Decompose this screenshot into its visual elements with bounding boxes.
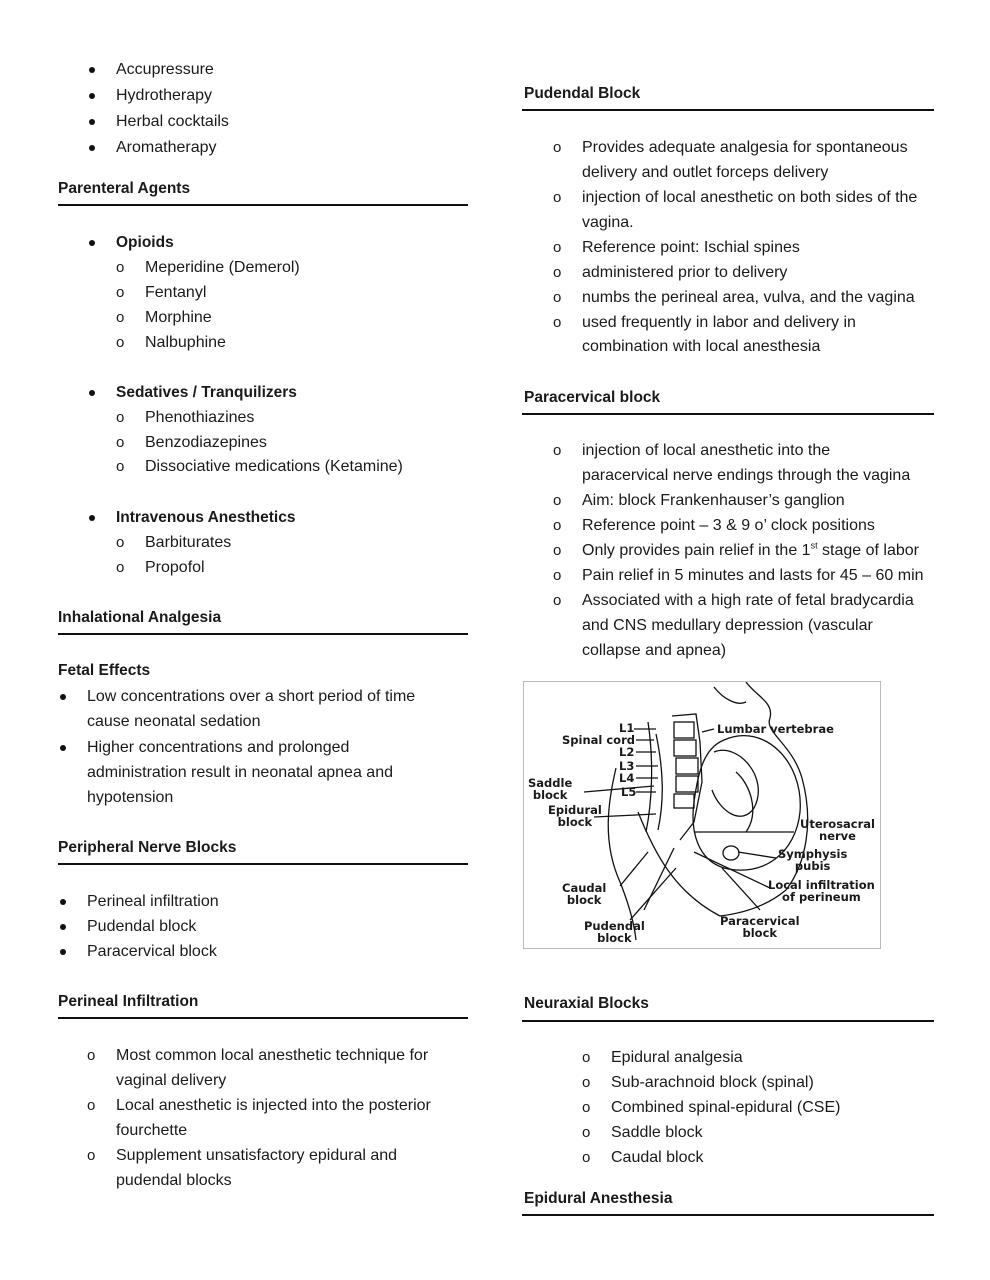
- section-rule: [522, 1214, 934, 1216]
- section-rule: [522, 1020, 934, 1022]
- list-item-line: used frequently in labor and delivery in: [582, 314, 856, 331]
- circle-bullet-icon: o: [582, 1099, 591, 1116]
- bullet-icon: [89, 145, 95, 151]
- section-heading-fetal-effects: Fetal Effects: [58, 662, 151, 679]
- bullet-icon: [60, 745, 66, 751]
- list-item: Herbal cocktails: [116, 113, 229, 130]
- list-item-line: pudendal blocks: [116, 1172, 232, 1189]
- circle-bullet-icon: o: [116, 458, 125, 475]
- list-item: Meperidine (Demerol): [145, 259, 300, 276]
- list-item: Nalbuphine: [145, 334, 226, 351]
- circle-bullet-icon: o: [116, 409, 125, 426]
- circle-bullet-icon: o: [553, 264, 562, 281]
- section-heading-inhalational: Inhalational Analgesia: [58, 609, 222, 626]
- list-item-line: administration result in neonatal apnea and: [87, 764, 393, 781]
- list-item: Paracervical block: [87, 943, 217, 960]
- text-before-sup: Only provides pain relief in the 1: [582, 542, 811, 559]
- circle-bullet-icon: o: [116, 434, 125, 451]
- list-item-line: Reference point: Ischial spines: [582, 239, 800, 256]
- list-item: Aromatherapy: [116, 139, 217, 156]
- list-item: Perineal infiltration: [87, 893, 219, 910]
- circle-bullet-icon: o: [553, 517, 562, 534]
- bullet-icon: [60, 899, 66, 905]
- circle-bullet-icon: o: [582, 1049, 591, 1066]
- group-label-sedatives: Sedatives / Tranquilizers: [116, 384, 297, 401]
- list-item: Phenothiazines: [145, 409, 255, 426]
- bullet-icon: [89, 67, 95, 73]
- list-item: Saddle block: [611, 1124, 703, 1141]
- list-item: Morphine: [145, 309, 212, 326]
- list-item-line: Supplement unsatisfactory epidural and: [116, 1147, 398, 1164]
- diagram-label-caudal-block: Caudal block: [562, 881, 607, 907]
- diagram-label-lumbar-vertebrae: Lumbar vertebrae: [717, 722, 834, 736]
- list-item-line: Local anesthetic is injected into the posterior: [116, 1097, 431, 1114]
- list-item-line: combination with local anesthesia: [582, 338, 821, 355]
- list-item-line: vagina.: [582, 214, 634, 231]
- circle-bullet-icon: o: [553, 542, 562, 559]
- circle-bullet-icon: o: [116, 284, 125, 301]
- list-item: Pudendal block: [87, 918, 197, 935]
- list-item: Sub-arachnoid block (spinal): [611, 1074, 814, 1091]
- circle-bullet-icon: o: [582, 1149, 591, 1166]
- superscript: st: [810, 540, 818, 551]
- list-item-line: delivery and outlet forceps delivery: [582, 164, 829, 181]
- diagram-label-l5: L5: [621, 785, 637, 799]
- list-item-line: cause neonatal sedation: [87, 713, 261, 730]
- list-item-line: and CNS medullary depression (vascular: [582, 617, 873, 634]
- circle-bullet-icon: o: [582, 1074, 591, 1091]
- circle-bullet-icon: o: [116, 334, 125, 351]
- circle-bullet-icon: o: [553, 139, 562, 156]
- list-item-line: injection of local anesthetic into the: [582, 442, 831, 459]
- circle-bullet-icon: o: [116, 534, 125, 551]
- circle-bullet-icon: o: [116, 559, 125, 576]
- section-rule: [522, 109, 934, 111]
- list-item: Combined spinal-epidural (CSE): [611, 1099, 841, 1116]
- bullet-icon: [89, 93, 95, 99]
- circle-bullet-icon: o: [582, 1124, 591, 1141]
- list-item: Barbiturates: [145, 534, 232, 551]
- list-item-line: hypotension: [87, 789, 174, 806]
- list-item: Accupressure: [116, 61, 214, 78]
- section-heading-pudendal: Pudendal Block: [524, 85, 641, 102]
- list-item-line: paracervical nerve endings through the vagina: [582, 467, 911, 484]
- diagram-label-l3: L3: [619, 759, 635, 773]
- list-item: Propofol: [145, 559, 205, 576]
- section-rule: [522, 413, 934, 415]
- circle-bullet-icon: o: [553, 289, 562, 306]
- section-heading-parenteral: Parenteral Agents: [58, 180, 191, 197]
- section-heading-epidural: Epidural Anesthesia: [524, 1190, 673, 1207]
- list-item-line: administered prior to delivery: [582, 264, 788, 281]
- list-item-line: Reference point – 3 & 9 o’ clock positions: [582, 517, 875, 534]
- group-label-opioids: Opioids: [116, 234, 174, 251]
- diagram-label-paracervical-block: Paracervical block: [720, 914, 800, 940]
- list-item: Dissociative medications (Ketamine): [145, 458, 403, 475]
- list-item: Benzodiazepines: [145, 434, 267, 451]
- circle-bullet-icon: o: [553, 314, 562, 331]
- section-rule: [58, 863, 468, 865]
- group-label-iv-anesthetics: Intravenous Anesthetics: [116, 509, 296, 526]
- diagram-label-l2: L2: [619, 745, 635, 759]
- diagram-label-spinal-cord: Spinal cord: [562, 733, 635, 747]
- list-item-line: collapse and apnea): [582, 642, 727, 659]
- list-item-line: numbs the perineal area, vulva, and the vagina: [582, 289, 915, 306]
- diagram-label-uterosacral-nerve: Uterosacral nerve: [800, 817, 876, 843]
- circle-bullet-icon: o: [553, 492, 562, 509]
- list-item-line: injection of local anesthetic on both sides of the: [582, 189, 918, 206]
- diagram-label-symphysis-pubis: Symphysis pubis: [778, 847, 848, 873]
- diagram-label-epidural-block: Epidural block: [548, 803, 602, 829]
- list-item: Caudal block: [611, 1149, 704, 1166]
- circle-bullet-icon: o: [553, 567, 562, 584]
- list-item-line: Low concentrations over a short period of time: [87, 688, 416, 705]
- section-heading-perineal: Perineal Infiltration: [58, 993, 199, 1010]
- list-item-line: Aim: block Frankenhauser’s ganglion: [582, 492, 845, 509]
- section-heading-paracervical: Paracervical block: [524, 389, 661, 406]
- bullet-icon: [89, 390, 95, 396]
- diagram-label-pudendal-block: Pudendal block: [584, 919, 645, 945]
- list-item-line: vaginal delivery: [116, 1072, 227, 1089]
- circle-bullet-icon: o: [553, 442, 562, 459]
- list-item-line-superscript: [582, 541, 919, 561]
- circle-bullet-icon: o: [87, 1147, 96, 1164]
- circle-bullet-icon: o: [87, 1097, 96, 1114]
- list-item-line: Pain relief in 5 minutes and lasts for 45 – 60 min: [582, 567, 924, 584]
- list-item-line: Provides adequate analgesia for spontaneous: [582, 139, 908, 156]
- diagram-label-local-infiltration: Local infiltration of perineum: [768, 878, 875, 904]
- list-item-line: fourchette: [116, 1122, 188, 1139]
- circle-bullet-icon: o: [553, 189, 562, 206]
- bullet-icon: [89, 515, 95, 521]
- list-item: Fentanyl: [145, 284, 207, 301]
- anesthesia-diagram: [523, 681, 881, 949]
- circle-bullet-icon: o: [116, 259, 125, 276]
- circle-bullet-icon: o: [87, 1047, 96, 1064]
- bullet-icon: [60, 949, 66, 955]
- list-item-line: Associated with a high rate of fetal bradycardia: [582, 592, 914, 609]
- list-item: Epidural analgesia: [611, 1049, 743, 1066]
- bullet-icon: [60, 924, 66, 930]
- circle-bullet-icon: o: [553, 592, 562, 609]
- text-after-sup: stage of labor: [817, 542, 919, 559]
- diagram-label-saddle-block: Saddle block: [528, 776, 573, 802]
- section-rule: [58, 204, 468, 206]
- list-item-line: Higher concentrations and prolonged: [87, 739, 350, 756]
- section-rule: [58, 633, 468, 635]
- section-rule: [58, 1017, 468, 1019]
- bullet-icon: [89, 119, 95, 125]
- section-heading-peripheral: Peripheral Nerve Blocks: [58, 839, 237, 856]
- circle-bullet-icon: o: [116, 309, 125, 326]
- bullet-icon: [60, 694, 66, 700]
- list-item-line: Most common local anesthetic technique for: [116, 1047, 429, 1064]
- diagram-label-l4: L4: [619, 771, 635, 785]
- bullet-icon: [89, 240, 95, 246]
- diagram-label-l1: L1: [619, 721, 635, 735]
- circle-bullet-icon: o: [553, 239, 562, 256]
- list-item: Hydrotherapy: [116, 87, 213, 104]
- section-heading-neuraxial: Neuraxial Blocks: [524, 995, 649, 1012]
